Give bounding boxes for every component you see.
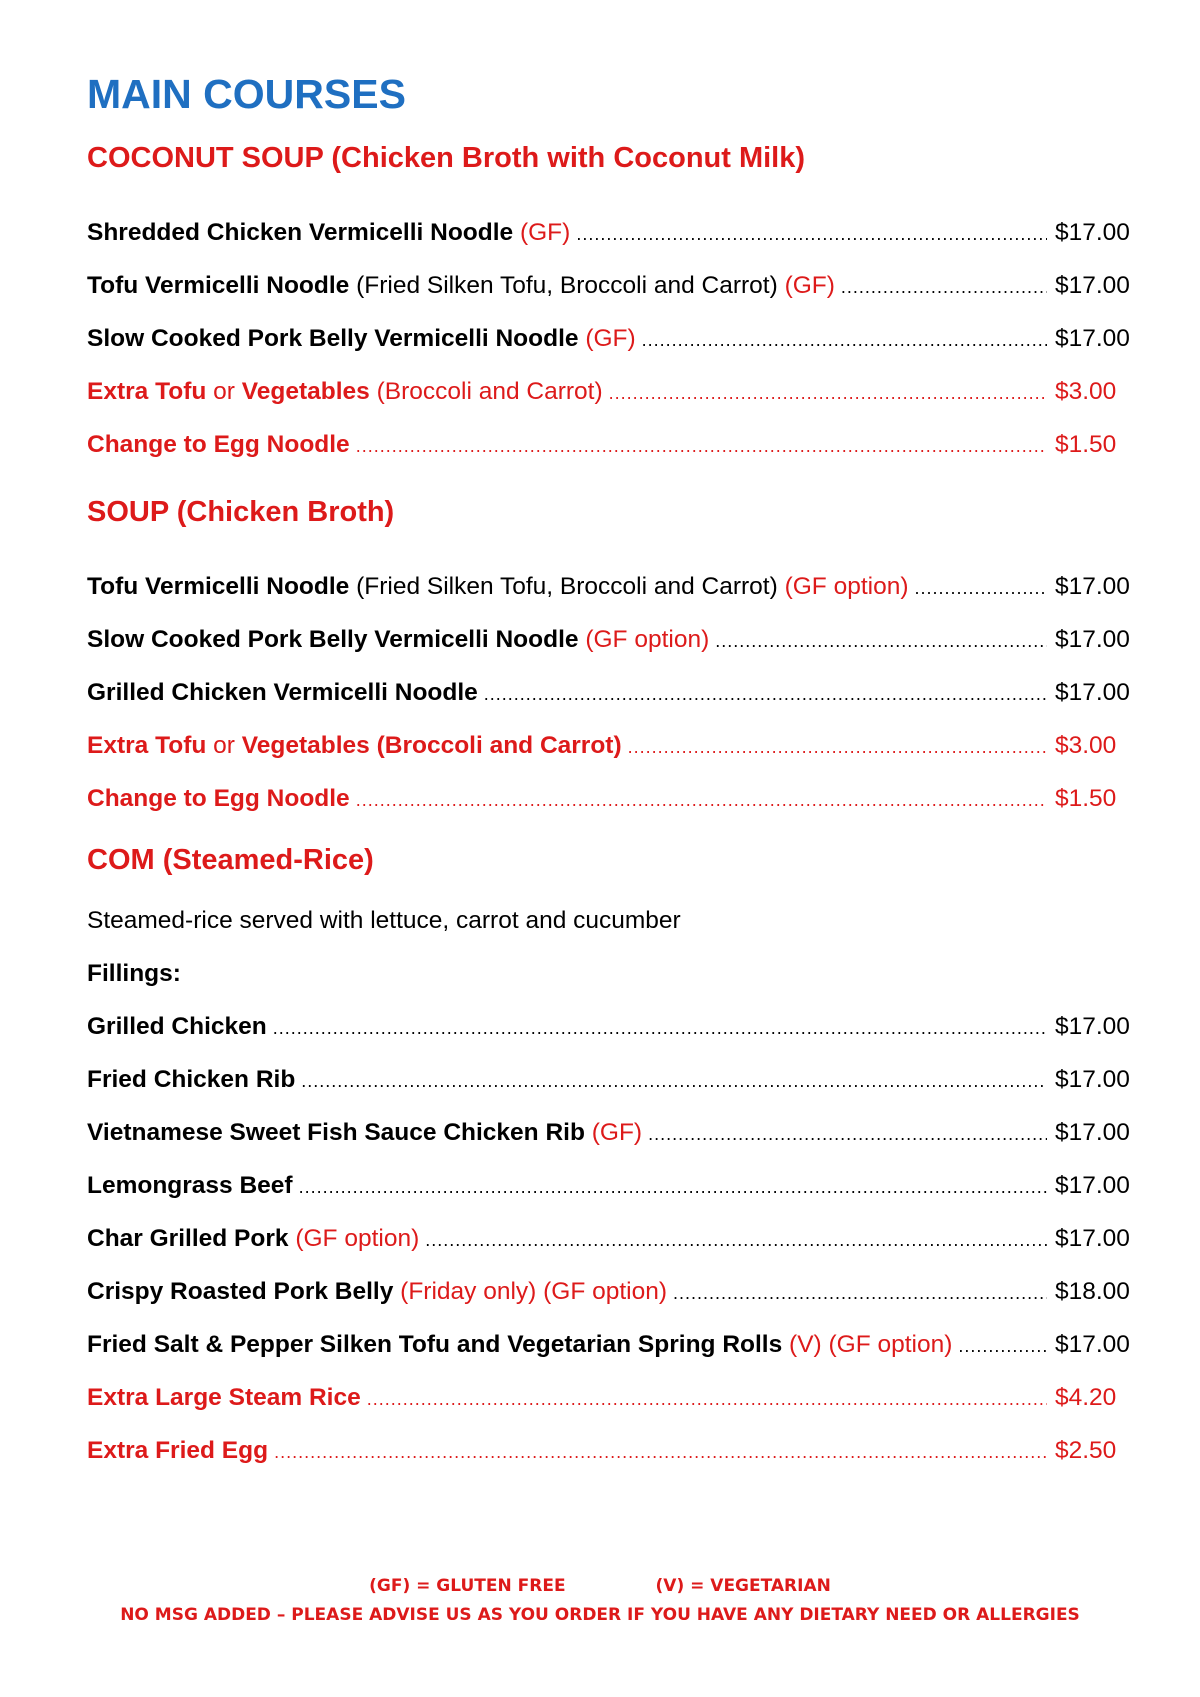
leader-dots [673,1284,1047,1302]
item-price: $17.00 [1055,324,1130,352]
leader-dots [914,579,1047,597]
extra-or: or [213,377,235,405]
extra-item [87,760,1135,813]
item-tags: (V) (GF option) [789,1330,953,1358]
fillings-label: Fillings: [87,959,181,987]
item-price: $18.00 [1055,1277,1130,1305]
extra-name: Extra Large Steam Rice [87,1383,361,1411]
item-name: Tofu Vermicelli Noodle [87,572,350,600]
leader-dots [425,1231,1047,1249]
menu-item [87,194,1135,247]
item-name: Slow Cooked Pork Belly Vermicelli Noodle [87,625,579,653]
item-name: Grilled Chicken Vermicelli Noodle [87,678,478,706]
item-name: Crispy Roasted Pork Belly [87,1277,394,1305]
item-name: Shredded Chicken Vermicelli Noodle [87,218,514,246]
item-tags: (GF) [519,218,571,246]
menu-page [87,70,1135,1465]
v-legend: (V) = VEGETARIAN [655,1576,831,1596]
extra-price: $3.00 [1055,731,1117,759]
item-tags: (Friday only) (GF option) [400,1277,668,1305]
item-price: $17.00 [1055,1171,1130,1199]
item-name: Grilled Chicken [87,1012,267,1040]
extra-name: Extra Tofu [87,731,207,759]
item-tags: (GF) [585,324,636,352]
item-tags: (GF option) [585,625,710,653]
leader-dots [273,1019,1047,1037]
item-name: Char Grilled Pork [87,1224,289,1252]
extra-detail: (Broccoli and Carrot) [376,377,603,405]
leader-dots [715,632,1047,650]
leader-dots [576,225,1047,243]
item-price: $17.00 [1055,1012,1130,1040]
menu-item [87,601,1135,654]
section-heading-coconut-soup: COCONUT SOUP (Chicken Broth with Coconut Milk) [87,142,806,175]
dietary-legend [0,1572,1200,1601]
gf-legend: (GF) = GLUTEN FREE [369,1576,566,1596]
menu-item [87,1306,1135,1359]
extra-name-2: Vegetables [241,377,370,405]
item-price: $17.00 [1055,1330,1130,1358]
extra-price: $3.00 [1055,377,1117,405]
item-price: $17.00 [1055,625,1130,653]
item-name: Vietnamese Sweet Fish Sauce Chicken Rib [87,1118,585,1146]
extra-item [87,1359,1135,1412]
leader-dots [958,1337,1047,1355]
extra-or: or [213,731,235,759]
item-name: Slow Cooked Pork Belly Vermicelli Noodle [87,324,579,352]
allergy-notice: NO MSG ADDED – PLEASE ADVISE US AS YOU ORDER IF YOU HAVE ANY DIETARY NEED OR ALLERGIES [120,1605,1080,1625]
extra-price: $1.50 [1055,784,1117,812]
menu-item [87,1200,1135,1253]
extra-price: $1.50 [1055,430,1117,458]
item-price: $17.00 [1055,1224,1130,1252]
item-tags: (GF) [591,1118,643,1146]
item-tags: (GF) [784,271,835,299]
item-price: $17.00 [1055,678,1130,706]
extra-item [87,1412,1135,1465]
item-name: Fried Chicken Rib [87,1065,296,1093]
leader-dots [628,738,1047,756]
extra-name: Change to Egg Noodle [87,784,350,812]
extra-price: $4.20 [1055,1383,1117,1411]
menu-item [87,548,1135,601]
leader-dots [648,1125,1047,1143]
item-name: Lemongrass Beef [87,1171,293,1199]
menu-item [87,1253,1135,1306]
menu-item [87,988,1135,1041]
extra-name-2: Vegetables (Broccoli and Carrot) [241,731,622,759]
item-name: Tofu Vermicelli Noodle [87,271,350,299]
leader-dots [609,384,1047,402]
leader-dots [274,1443,1047,1461]
item-detail: (Fried Silken Tofu, Broccoli and Carrot) [356,271,778,299]
item-price: $17.00 [1055,218,1130,246]
item-name: Fried Salt & Pepper Silken Tofu and Vegetarian Spring Rolls [87,1330,783,1358]
extra-item [87,353,1135,406]
extra-name: Extra Tofu [87,377,207,405]
menu-item [87,300,1135,353]
leader-dots [841,278,1047,296]
leader-dots [356,437,1047,455]
section-heading-soup: SOUP (Chicken Broth) [87,495,395,528]
extra-name: Extra Fried Egg [87,1436,269,1464]
item-price: $17.00 [1055,572,1130,600]
item-tags: (GF option) [784,572,909,600]
item-detail: (Fried Silken Tofu, Broccoli and Carrot) [356,572,778,600]
menu-item [87,1094,1135,1147]
extra-item [87,707,1135,760]
menu-item [87,247,1135,300]
leader-dots [484,685,1047,703]
extra-name: Change to Egg Noodle [87,430,350,458]
item-tags: (GF option) [295,1224,420,1252]
item-price: $17.00 [1055,1065,1130,1093]
item-price: $17.00 [1055,1118,1130,1146]
leader-dots [642,331,1047,349]
leader-dots [356,791,1047,809]
menu-item [87,1147,1135,1200]
leader-dots [299,1178,1047,1196]
menu-item [87,654,1135,707]
extra-item [87,406,1135,459]
menu-footer [0,1572,1200,1630]
leader-dots [301,1072,1047,1090]
section-description: Steamed-rice served with lettuce, carrot and cucumber [87,906,681,934]
leader-dots [367,1390,1047,1408]
item-price: $17.00 [1055,271,1130,299]
extra-price: $2.50 [1055,1436,1117,1464]
section-heading-com: COM (Steamed-Rice) [87,843,374,876]
menu-item [87,1041,1135,1094]
page-title: MAIN COURSES [87,71,406,117]
